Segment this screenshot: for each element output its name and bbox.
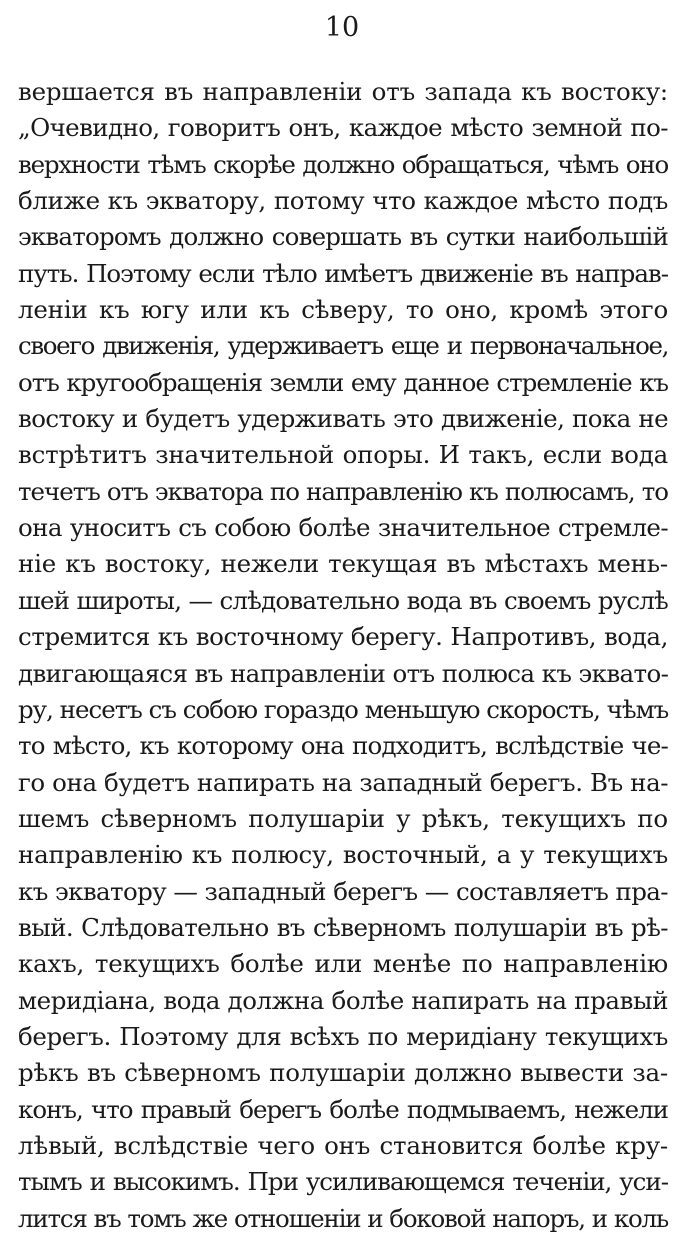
text-line: шемъ сѣверномъ полушаріи у рѣкъ, текущихъ по — [18, 803, 668, 833]
text-line: отъ кругообращенія земли ему данное стремленіе къ — [18, 367, 668, 397]
text-line: шей широты, — слѣдовательно вода въ своемъ руслѣ — [18, 585, 668, 615]
text-line: го она будетъ напирать на западный берегъ. Въ на- — [18, 767, 669, 797]
text-line: конъ, что правый берегъ болѣе подмываемъ, нежели — [18, 1094, 668, 1124]
text-line: ру, несетъ съ собою гораздо меньшую скорость, чѣмъ — [18, 694, 669, 724]
text-line: ніе къ востоку, нежели текущая въ мѣстахъ мень- — [18, 549, 668, 579]
text-line: двигающаяся въ направленіи отъ полюса къ эквато- — [18, 658, 669, 688]
text-line: рѣкъ въ сѣверномъ полушаріи должно вывести за- — [18, 1058, 668, 1088]
text-line: кахъ, текущихъ болѣе или менѣе по направленію — [18, 949, 668, 979]
text-line: ближе къ экватору, потому что каждое мѣсто подъ — [18, 186, 668, 216]
text-line: течетъ отъ экватора по направленію къ полюсамъ, то — [18, 476, 668, 506]
text-line: стремится къ восточному берегу. Напротивъ, вода, — [18, 622, 668, 652]
text-line: вершается въ направленіи отъ запада къ востоку: — [18, 77, 668, 106]
body-text — [18, 74, 668, 1237]
text-line: то мѣсто, къ которому она подходитъ, вслѣдствіе че- — [18, 731, 668, 761]
text-line: она уноситъ съ собою болѣе значительное стремле- — [18, 513, 668, 543]
text-line: тымъ и высокимъ. При усиливающемся теченіи, уси- — [18, 1167, 668, 1197]
text-line: „Очевидно, говоритъ онъ, каждое мѣсто земной по- — [18, 113, 668, 143]
text-line: своего движенія, удерживаетъ еще и первоначальное, — [18, 331, 668, 361]
text-line: вый. Слѣдовательно въ сѣверномъ полушаріи въ рѣ- — [18, 912, 668, 942]
text-line: берегъ. Поэтому для всѣхъ по меридіану текущихъ — [18, 1021, 668, 1051]
text-line: леніи къ югу или къ сѣверу, то оно, кромѣ этого — [18, 295, 668, 325]
text-line: направленію къ полюсу, восточный, а у текущихъ — [18, 840, 668, 870]
text-line: встрѣтитъ значительной опоры. И такъ, если вода — [18, 440, 668, 470]
text-line: лится въ томъ же отношеніи и боковой напоръ, и коль — [18, 1203, 668, 1233]
text-line: путь. Поэтому если тѣло имѣетъ движеніе въ направ- — [18, 258, 668, 288]
text-line: экваторомъ должно совершать въ сутки наибольшій — [18, 222, 668, 252]
page-number: 10 — [324, 12, 360, 43]
text-line: верхности тѣмъ скорѣе должно обращаться, чѣмъ оно — [18, 149, 668, 179]
text-line: лѣвый, вслѣдствіе чего онъ становится болѣе кру- — [18, 1130, 668, 1160]
text-line: меридіана, вода должна болѣе напирать на правый — [18, 985, 668, 1015]
text-line: къ экватору — западный берегъ — составляетъ пра- — [18, 876, 668, 906]
text-line: востоку и будетъ удерживать это движеніе, пока не — [18, 404, 668, 434]
